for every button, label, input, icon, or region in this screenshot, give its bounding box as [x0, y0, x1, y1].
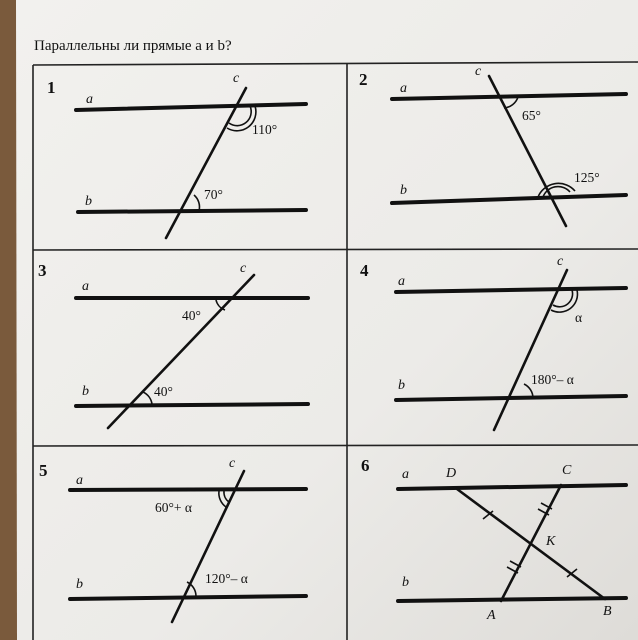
problem-number: 4	[360, 261, 369, 280]
line-a	[70, 489, 306, 490]
label-b: b	[76, 577, 83, 592]
page-title: Параллельны ли прямые a и b?	[34, 38, 232, 54]
label-b: b	[398, 378, 405, 393]
label-c: c	[229, 456, 236, 471]
angle-label: 120°– α	[205, 571, 248, 586]
angle-label: α	[575, 310, 583, 325]
problem-number: 5	[39, 461, 48, 480]
angle-label: 40°	[154, 384, 173, 399]
label-c: c	[233, 71, 240, 86]
label-b: b	[402, 575, 409, 590]
label-K: K	[546, 534, 556, 549]
angle-label: 125°	[574, 170, 600, 185]
angle-label: 110°	[252, 122, 278, 137]
label-a: a	[82, 279, 89, 294]
label-D: D	[446, 466, 457, 481]
problem-number: 2	[359, 70, 368, 89]
label-B: B	[603, 604, 612, 619]
angle-label: 70°	[204, 187, 223, 202]
label-c: c	[557, 254, 564, 269]
label-a: a	[398, 274, 405, 289]
angle-label: 180°– α	[531, 372, 574, 387]
label-A: A	[487, 608, 496, 623]
label-b: b	[82, 384, 89, 399]
angle-label: 40°	[182, 308, 201, 323]
angle-label: 60°+ α	[155, 500, 192, 515]
label-a: a	[76, 473, 83, 488]
label-a: a	[86, 92, 93, 107]
label-c: c	[475, 64, 482, 79]
angle-label: 65°	[522, 108, 541, 123]
problem-number: 6	[361, 456, 370, 475]
label-b: b	[85, 194, 92, 209]
problem-number: 3	[38, 261, 47, 280]
problem-number: 1	[47, 78, 56, 97]
label-C: C	[562, 463, 572, 478]
label-a: a	[402, 467, 409, 482]
line-b	[78, 210, 306, 212]
label-a: a	[400, 81, 407, 96]
label-c: c	[240, 261, 247, 276]
label-b: b	[400, 183, 407, 198]
line-b	[76, 404, 308, 406]
